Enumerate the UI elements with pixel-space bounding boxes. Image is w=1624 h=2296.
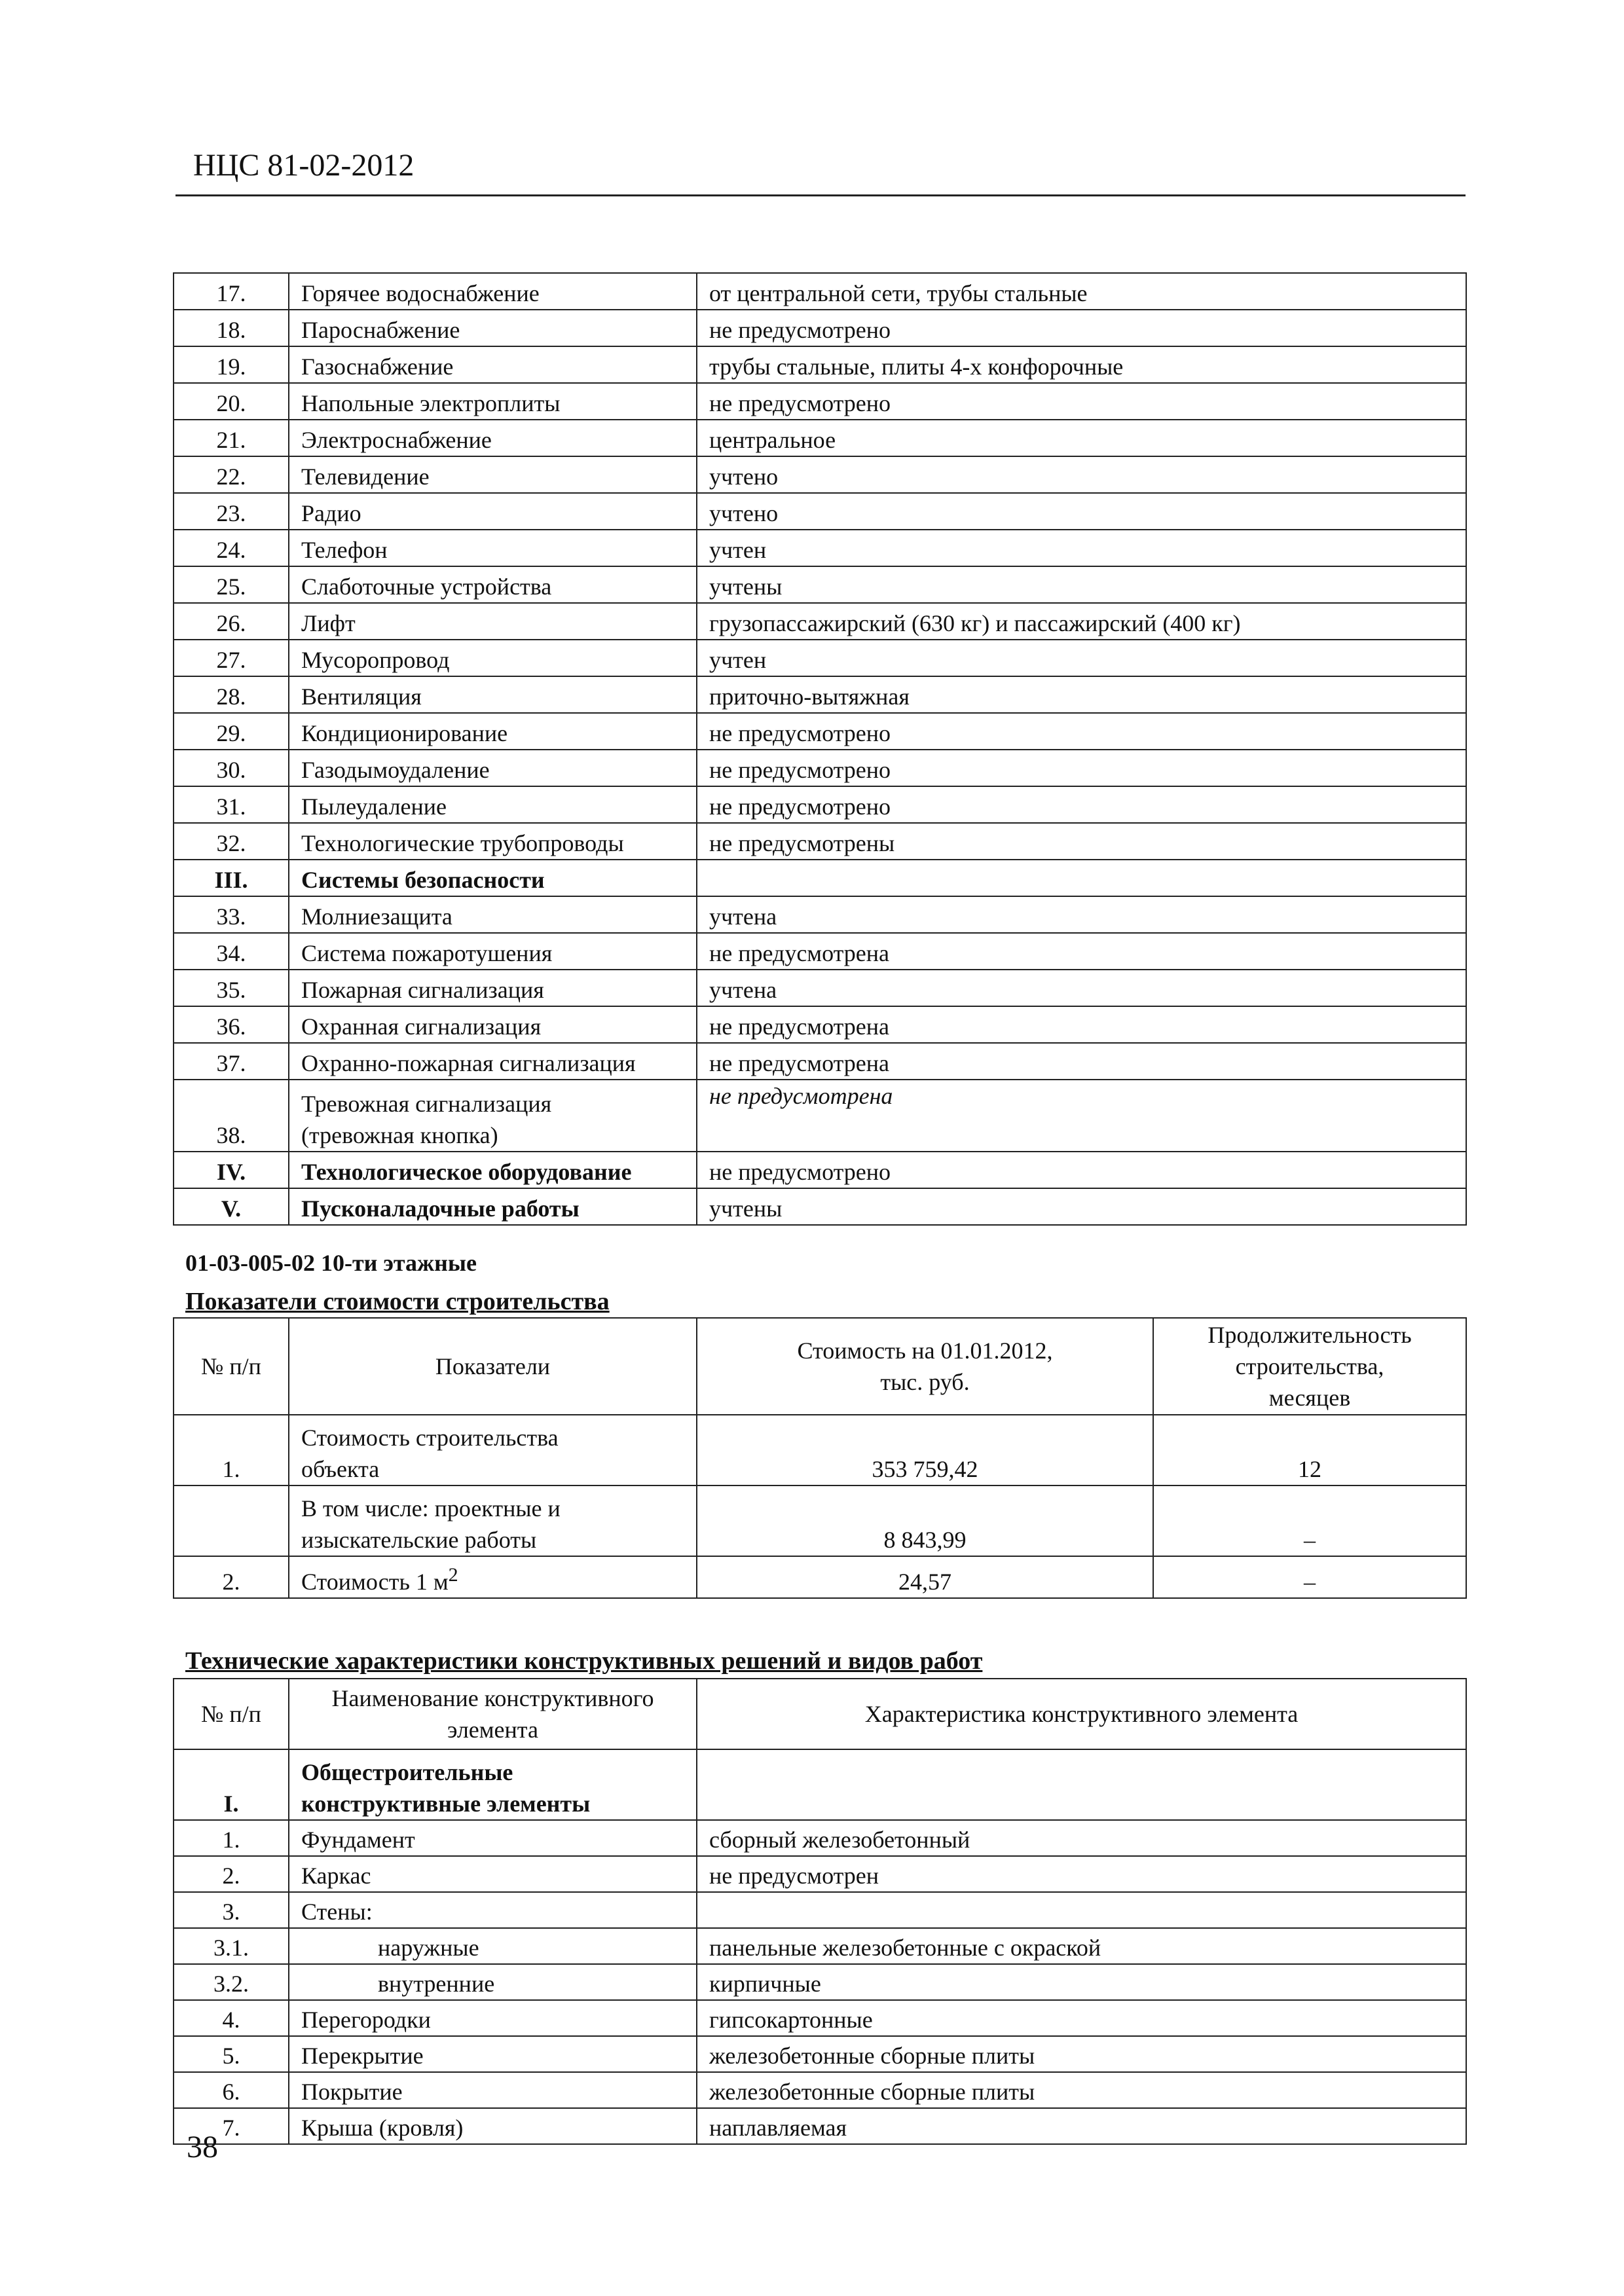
row-duration: – <box>1153 1556 1466 1598</box>
row-number: 6. <box>174 2072 289 2108</box>
row-value: учтен <box>697 640 1466 676</box>
row-number: 23. <box>174 493 289 530</box>
table-header-row <box>174 1318 1466 1415</box>
row-name: Крыша (кровля) <box>289 2108 697 2144</box>
row-value: учтены <box>697 1188 1466 1225</box>
table-row <box>174 713 1466 750</box>
header-name <box>289 1679 697 1749</box>
row-number: 4. <box>174 2000 289 2036</box>
row-name: Телевидение <box>289 456 697 493</box>
header-cost <box>697 1318 1153 1415</box>
row-value <box>697 1892 1466 1928</box>
table-row <box>174 896 1466 933</box>
row-value: не предусмотрена <box>697 1043 1466 1080</box>
row-number: 3.2. <box>174 1964 289 2000</box>
row-name: внутренние <box>289 1964 697 2000</box>
row-number: 19. <box>174 346 289 383</box>
row-number: 20. <box>174 383 289 420</box>
table-row <box>174 640 1466 676</box>
row-value: панельные железобетонные с окраской <box>697 1928 1466 1964</box>
table-row <box>174 1928 1466 1964</box>
header-num: № п/п <box>174 1318 289 1415</box>
row-duration: – <box>1153 1485 1466 1556</box>
table-row <box>174 2108 1466 2144</box>
row-name: Пароснабжение <box>289 310 697 346</box>
row-name: Каркас <box>289 1856 697 1892</box>
row-number <box>174 1485 289 1556</box>
row-indicator-line: В том числе: проектные и <box>301 1495 561 1522</box>
section-code: 01-03-005-02 10-ти этажные <box>185 1250 477 1276</box>
row-value <box>697 860 1466 896</box>
section-title: Системы безопасности <box>289 860 697 896</box>
row-number: 33. <box>174 896 289 933</box>
row-indicator-line: объекта <box>301 1456 380 1482</box>
section-number: IV. <box>174 1152 289 1188</box>
row-value: не предусмотрено <box>697 750 1466 786</box>
table-row <box>174 603 1466 640</box>
row-name: Газодымоудаление <box>289 750 697 786</box>
table-row <box>174 456 1466 493</box>
section-row <box>174 1188 1466 1225</box>
row-cost: 24,57 <box>697 1556 1153 1598</box>
header-indicator: Показатели <box>289 1318 697 1415</box>
cost-section-title: Показатели стоимости строительства <box>185 1288 610 1315</box>
row-indicator <box>289 1556 697 1598</box>
table-row <box>174 530 1466 566</box>
row-value: учтена <box>697 896 1466 933</box>
header-num: № п/п <box>174 1679 289 1749</box>
row-number: 1. <box>174 1820 289 1856</box>
table-row <box>174 1892 1466 1928</box>
section-number: V. <box>174 1188 289 1225</box>
row-number: 17. <box>174 273 289 310</box>
row-number: 24. <box>174 530 289 566</box>
section-row <box>174 860 1466 896</box>
row-value: не предусмотрен <box>697 1856 1466 1892</box>
row-name: Вентиляция <box>289 676 697 713</box>
row-number: 38. <box>174 1080 289 1152</box>
table-row <box>174 2036 1466 2072</box>
row-value: не предусмотрено <box>697 383 1466 420</box>
table-row <box>174 346 1466 383</box>
row-name: Технологические трубопроводы <box>289 823 697 860</box>
row-value <box>697 1749 1466 1820</box>
row-name: Фундамент <box>289 1820 697 1856</box>
row-indicator-text: Стоимость 1 м <box>301 1569 449 1595</box>
row-indicator <box>289 1485 697 1556</box>
cost-indicators-table <box>173 1317 1467 1599</box>
structural-elements-table <box>173 1678 1467 2145</box>
table-row <box>174 1043 1466 1080</box>
row-number: 3.1. <box>174 1928 289 1964</box>
document-code-header: НЦС 81-02-2012 <box>193 148 415 183</box>
table-row <box>174 676 1466 713</box>
row-name: Телефон <box>289 530 697 566</box>
row-number: 26. <box>174 603 289 640</box>
tech-section-title: Технические характеристики конструктивных решений и видов работ <box>185 1647 983 1675</box>
row-number: 18. <box>174 310 289 346</box>
row-number: 25. <box>174 566 289 603</box>
header-characteristic: Характеристика конструктивного элемента <box>697 1679 1466 1749</box>
table-row <box>174 750 1466 786</box>
row-name: Пожарная сигнализация <box>289 970 697 1006</box>
row-name: Система пожаротушения <box>289 933 697 970</box>
table-row <box>174 1006 1466 1043</box>
row-name: Стены: <box>289 1892 697 1928</box>
row-value: грузопассажирский (630 кг) и пассажирский (400 кг) <box>697 603 1466 640</box>
header-duration <box>1153 1318 1466 1415</box>
section-title-line: Общестроительные <box>301 1759 513 1785</box>
table-row <box>174 933 1466 970</box>
row-number: 28. <box>174 676 289 713</box>
row-value: учтено <box>697 493 1466 530</box>
section-title: Технологическое оборудование <box>289 1152 697 1188</box>
header-duration-line: месяцев <box>1268 1385 1351 1411</box>
table-row <box>174 786 1466 823</box>
row-value: учтены <box>697 566 1466 603</box>
row-name: Кондиционирование <box>289 713 697 750</box>
row-value: не предусмотрена <box>697 1080 1466 1152</box>
table-header-row <box>174 1679 1466 1749</box>
row-number: 22. <box>174 456 289 493</box>
row-number: 29. <box>174 713 289 750</box>
header-divider <box>175 194 1466 196</box>
row-value: кирпичные <box>697 1964 1466 2000</box>
row-value: учтено <box>697 456 1466 493</box>
row-value: не предусмотрено <box>697 310 1466 346</box>
row-cost: 353 759,42 <box>697 1415 1153 1485</box>
row-name-line: (тревожная кнопка) <box>301 1122 498 1148</box>
table-row <box>174 1820 1466 1856</box>
header-cost-line: тыс. руб. <box>880 1369 970 1395</box>
row-name: Лифт <box>289 603 697 640</box>
table-row <box>174 566 1466 603</box>
engineering-systems-table <box>173 272 1467 1226</box>
row-value: приточно-вытяжная <box>697 676 1466 713</box>
row-name: Напольные электроплиты <box>289 383 697 420</box>
row-number: 35. <box>174 970 289 1006</box>
header-name-line: Наименование конструктивного <box>331 1685 654 1711</box>
header-duration-line: Продолжительность <box>1208 1322 1412 1348</box>
header-cost-line: Стоимость на 01.01.2012, <box>797 1338 1053 1364</box>
row-indicator-line: изыскательские работы <box>301 1527 537 1553</box>
row-value: трубы стальные, плиты 4-х конфорочные <box>697 346 1466 383</box>
row-value: не предусмотрена <box>697 1006 1466 1043</box>
row-value: не предусмотрено <box>697 786 1466 823</box>
row-name: наружные <box>289 1928 697 1964</box>
table-row <box>174 823 1466 860</box>
table-row <box>174 2072 1466 2108</box>
row-value: не предусмотрено <box>697 1152 1466 1188</box>
section-title: Пусконаладочные работы <box>289 1188 697 1225</box>
table-row <box>174 970 1466 1006</box>
row-number: 27. <box>174 640 289 676</box>
row-value: железобетонные сборные плиты <box>697 2072 1466 2108</box>
section-row <box>174 1152 1466 1188</box>
table-row <box>174 1080 1466 1152</box>
section-row <box>174 1749 1466 1820</box>
row-name: Молниезащита <box>289 896 697 933</box>
row-name: Охранно-пожарная сигнализация <box>289 1043 697 1080</box>
row-number: 2. <box>174 1556 289 1598</box>
row-value: наплавляемая <box>697 2108 1466 2144</box>
section-title <box>289 1749 697 1820</box>
row-name: Мусоропровод <box>289 640 697 676</box>
table-row <box>174 1964 1466 2000</box>
row-value: не предусмотрено <box>697 713 1466 750</box>
row-number: 3. <box>174 1892 289 1928</box>
table-row <box>174 1856 1466 1892</box>
row-name: Перегородки <box>289 2000 697 2036</box>
row-value: гипсокартонные <box>697 2000 1466 2036</box>
section-number: III. <box>174 860 289 896</box>
section-title-line: конструктивные элементы <box>301 1791 591 1817</box>
row-value: сборный железобетонный <box>697 1820 1466 1856</box>
table-row <box>174 1556 1466 1598</box>
table-row <box>174 1415 1466 1485</box>
row-name: Охранная сигнализация <box>289 1006 697 1043</box>
section-number: I. <box>174 1749 289 1820</box>
row-number: 2. <box>174 1856 289 1892</box>
table-row <box>174 273 1466 310</box>
row-number: 32. <box>174 823 289 860</box>
row-duration: 12 <box>1153 1415 1466 1485</box>
row-number: 30. <box>174 750 289 786</box>
row-value: центральное <box>697 420 1466 456</box>
row-number: 31. <box>174 786 289 823</box>
row-name: Газоснабжение <box>289 346 697 383</box>
row-number: 5. <box>174 2036 289 2072</box>
row-name: Перекрытие <box>289 2036 697 2072</box>
row-value: железобетонные сборные плиты <box>697 2036 1466 2072</box>
header-name-line: элемента <box>447 1717 538 1743</box>
row-name: Радио <box>289 493 697 530</box>
row-name: Электроснабжение <box>289 420 697 456</box>
row-number: 34. <box>174 933 289 970</box>
row-number: 37. <box>174 1043 289 1080</box>
row-value: от центральной сети, трубы стальные <box>697 273 1466 310</box>
row-value: учтен <box>697 530 1466 566</box>
table-row <box>174 383 1466 420</box>
row-name: Пылеудаление <box>289 786 697 823</box>
row-number: 7. <box>174 2108 289 2144</box>
row-number: 36. <box>174 1006 289 1043</box>
row-value: учтена <box>697 970 1466 1006</box>
row-value: не предусмотрены <box>697 823 1466 860</box>
table-row <box>174 493 1466 530</box>
table-row <box>174 420 1466 456</box>
table-row <box>174 2000 1466 2036</box>
table-row <box>174 310 1466 346</box>
row-indicator <box>289 1415 697 1485</box>
row-cost: 8 843,99 <box>697 1485 1153 1556</box>
row-number: 1. <box>174 1415 289 1485</box>
superscript: 2 <box>448 1564 458 1586</box>
row-name: Слаботочные устройства <box>289 566 697 603</box>
row-name <box>289 1080 697 1152</box>
row-name: Покрытие <box>289 2072 697 2108</box>
header-duration-line: строительства, <box>1235 1353 1384 1379</box>
page-number: 38 <box>187 2130 218 2164</box>
row-name-line: Тревожная сигнализация <box>301 1091 552 1117</box>
row-name: Горячее водоснабжение <box>289 273 697 310</box>
table-row <box>174 1485 1466 1556</box>
row-indicator-line: Стоимость строительства <box>301 1425 559 1451</box>
row-value: не предусмотрена <box>697 933 1466 970</box>
row-number: 21. <box>174 420 289 456</box>
